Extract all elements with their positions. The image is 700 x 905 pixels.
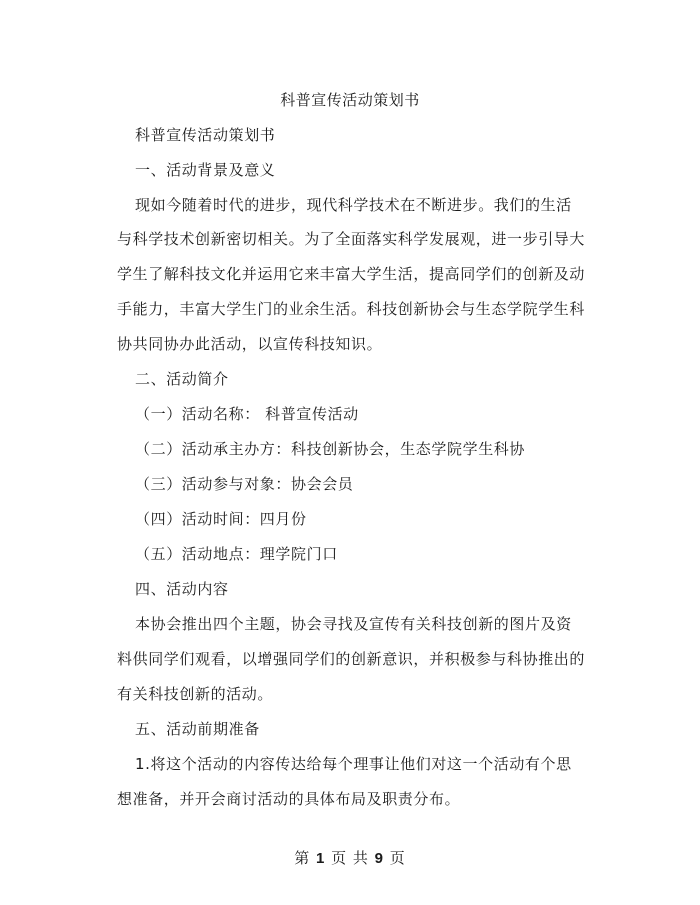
footer-suffix: 页 [389,849,406,867]
paragraph-line: 料供同学们观看，以增强同学们的创新意识，并积极参与科协推出的 [117,650,586,668]
intro-item-participants: （三）活动参与对象：协会会员 [135,475,354,493]
section-heading-content: 四、活动内容 [135,580,229,598]
document-subtitle: 科普宣传活动策划书 [135,126,276,144]
paragraph-line: 现如今随着时代的进步，现代科学技术在不断进步。我们的生活 [135,196,572,214]
paragraph-line: 想准备，并开会商讨活动的具体布局及职责分布。 [117,790,461,808]
section-heading-intro: 二、活动简介 [135,370,229,388]
paragraph-line: 有关科技创新的活动。 [117,685,274,703]
paragraph-line: 学生了解科技文化并运用它来丰富大学生活，提高同学们的创新及动 [117,265,586,283]
section-heading-preparation: 五、活动前期准备 [135,720,260,738]
current-page-number: 1 [315,850,326,867]
footer-prefix: 第 [294,849,311,867]
document-title: 科普宣传活动策划书 [280,91,420,109]
page-footer [0,847,700,868]
footer-middle: 页 共 [331,849,369,867]
paragraph-line: 手能力，丰富大学生门的业余生活。科技创新协会与生态学院学生科 [117,300,586,318]
paragraph-line: 协共同协办此活动，以宣传科技知识。 [117,335,383,353]
intro-item-location: （五）活动地点：理学院门口 [135,545,338,563]
intro-item-organizer: （二）活动承主办方：科技创新协会，生态学院学生科协 [135,440,526,458]
intro-item-time: （四）活动时间：四月份 [135,510,307,528]
total-page-count: 9 [374,850,385,867]
paragraph-line: 与科学技术创新密切相关。为了全面落实科学发展观，进一步引导大 [117,230,586,248]
intro-item-name: （一）活动名称： 科普宣传活动 [135,405,359,423]
paragraph-line: 1.将这个活动的内容传达给每个理事让他们对这一个活动有个思 [135,755,572,773]
paragraph-line: 本协会推出四个主题，协会寻找及宣传有关科技创新的图片及资 [135,615,572,633]
section-heading-background: 一、活动背景及意义 [135,161,276,179]
